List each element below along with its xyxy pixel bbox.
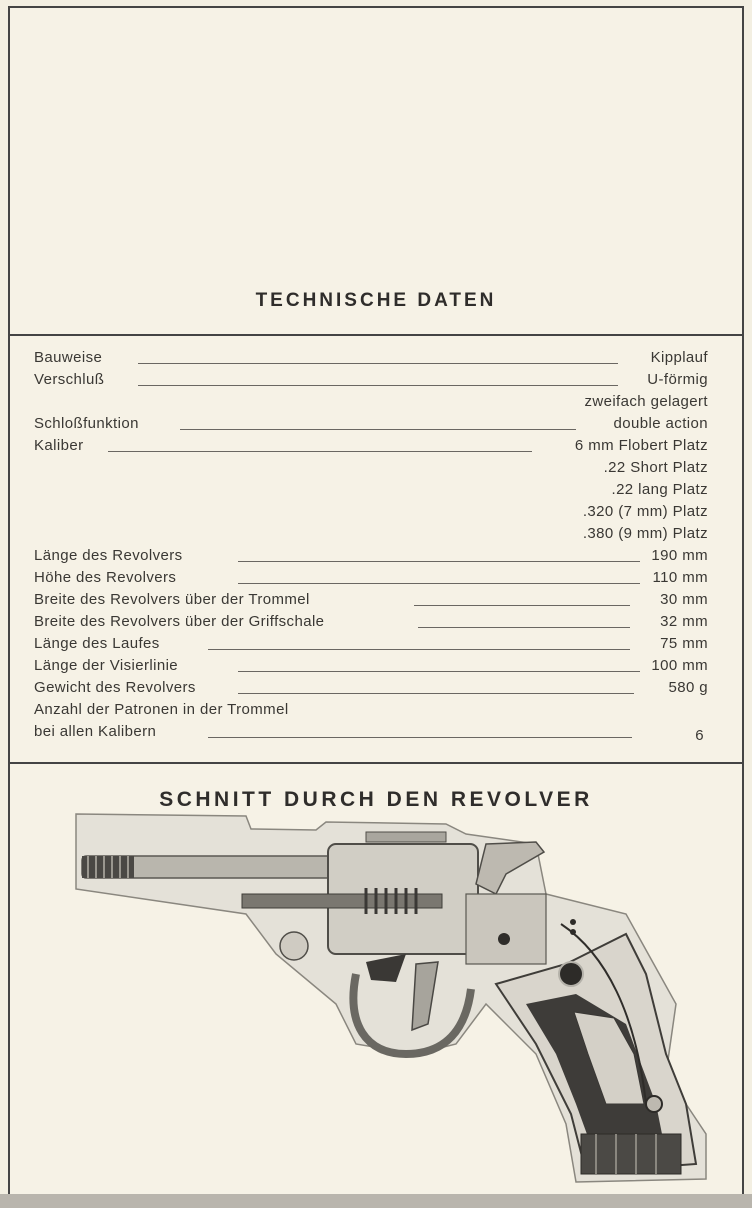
- leader-line: [180, 429, 576, 430]
- document-page: [8, 6, 744, 1196]
- page-edge-strip: [0, 1194, 752, 1208]
- spec-row-breite-trommel: [34, 591, 708, 613]
- leader-line: [208, 737, 632, 738]
- spec-row-verschluss-extra: [34, 393, 708, 415]
- spec-value: Kipplauf: [650, 349, 708, 366]
- leader-line: [418, 627, 630, 628]
- spec-value: .22 lang Platz: [611, 481, 708, 498]
- spec-value: 580 g: [668, 679, 708, 696]
- spec-label: Breite des Revolvers über der Griffschale: [34, 613, 325, 630]
- spec-label: bei allen Kalibern: [34, 723, 157, 740]
- section-title: SCHNITT DURCH DEN REVOLVER: [159, 788, 593, 811]
- leader-line: [238, 671, 640, 672]
- spec-row-patronen-line1: [34, 701, 708, 723]
- spec-row-gewicht: [34, 679, 708, 701]
- spec-row-kaliber-4: [34, 503, 708, 525]
- spec-value: .22 Short Platz: [603, 459, 708, 476]
- spec-row-patronen: [34, 723, 708, 745]
- spec-label: Länge des Revolvers: [34, 547, 183, 564]
- spec-value: 6: [695, 727, 704, 744]
- ejector-rod: [242, 894, 442, 908]
- divider-top: [10, 334, 742, 336]
- leader-line: [208, 649, 630, 650]
- page-title: TECHNISCHE DATEN: [255, 290, 497, 311]
- spec-row-schloss: [34, 415, 708, 437]
- spec-label: Verschluß: [34, 371, 105, 388]
- spec-row-laenge: [34, 547, 708, 569]
- leader-line: [138, 385, 618, 386]
- divider-bottom: [10, 762, 742, 764]
- spec-label: Kaliber: [34, 437, 84, 454]
- leader-line: [238, 561, 640, 562]
- spec-row-visier: [34, 657, 708, 679]
- spec-label: Schloßfunktion: [34, 415, 139, 432]
- spec-label: Höhe des Revolvers: [34, 569, 177, 586]
- spec-value: zweifach gelagert: [584, 393, 708, 410]
- spec-value: 6 mm Flobert Platz: [574, 437, 708, 454]
- leader-line: [138, 363, 618, 364]
- leader-line: [108, 451, 532, 452]
- leader-line: [414, 605, 630, 606]
- spec-label: Länge der Visierlinie: [34, 657, 179, 674]
- spec-row-lauf: [34, 635, 708, 657]
- spec-value: .320 (7 mm) Platz: [582, 503, 708, 520]
- spec-value: U-förmig: [647, 371, 708, 388]
- spec-row-breite-griff: [34, 613, 708, 635]
- spec-label: Breite des Revolvers über der Trommel: [34, 591, 310, 608]
- spec-value: 110 mm: [652, 569, 708, 586]
- spec-value: 32 mm: [660, 613, 708, 630]
- leader-line: [238, 583, 640, 584]
- spec-value: 30 mm: [660, 591, 708, 608]
- spec-row-bauweise: [34, 349, 708, 371]
- spec-label: Bauweise: [34, 349, 103, 366]
- leader-line: [238, 693, 634, 694]
- spec-value: 100 mm: [651, 657, 708, 674]
- revolver-cutaway-illustration: [66, 804, 716, 1189]
- spec-value: 190 mm: [651, 547, 708, 564]
- spec-value: double action: [613, 415, 708, 432]
- spec-row-verschluss: [34, 371, 708, 393]
- spec-row-kaliber-5: [34, 525, 708, 547]
- spec-value: .380 (9 mm) Platz: [582, 525, 708, 542]
- spec-row-kaliber-3: [34, 481, 708, 503]
- spec-value: 75 mm: [660, 635, 708, 652]
- spec-label: Länge des Laufes: [34, 635, 160, 652]
- spec-label: Gewicht des Revolvers: [34, 679, 196, 696]
- spec-label: Anzahl der Patronen in der Trommel: [34, 701, 289, 718]
- barrel-muzzle-rings: [82, 856, 134, 878]
- spec-row-kaliber: [34, 437, 708, 459]
- spec-row-kaliber-2: [34, 459, 708, 481]
- spec-row-hoehe: [34, 569, 708, 591]
